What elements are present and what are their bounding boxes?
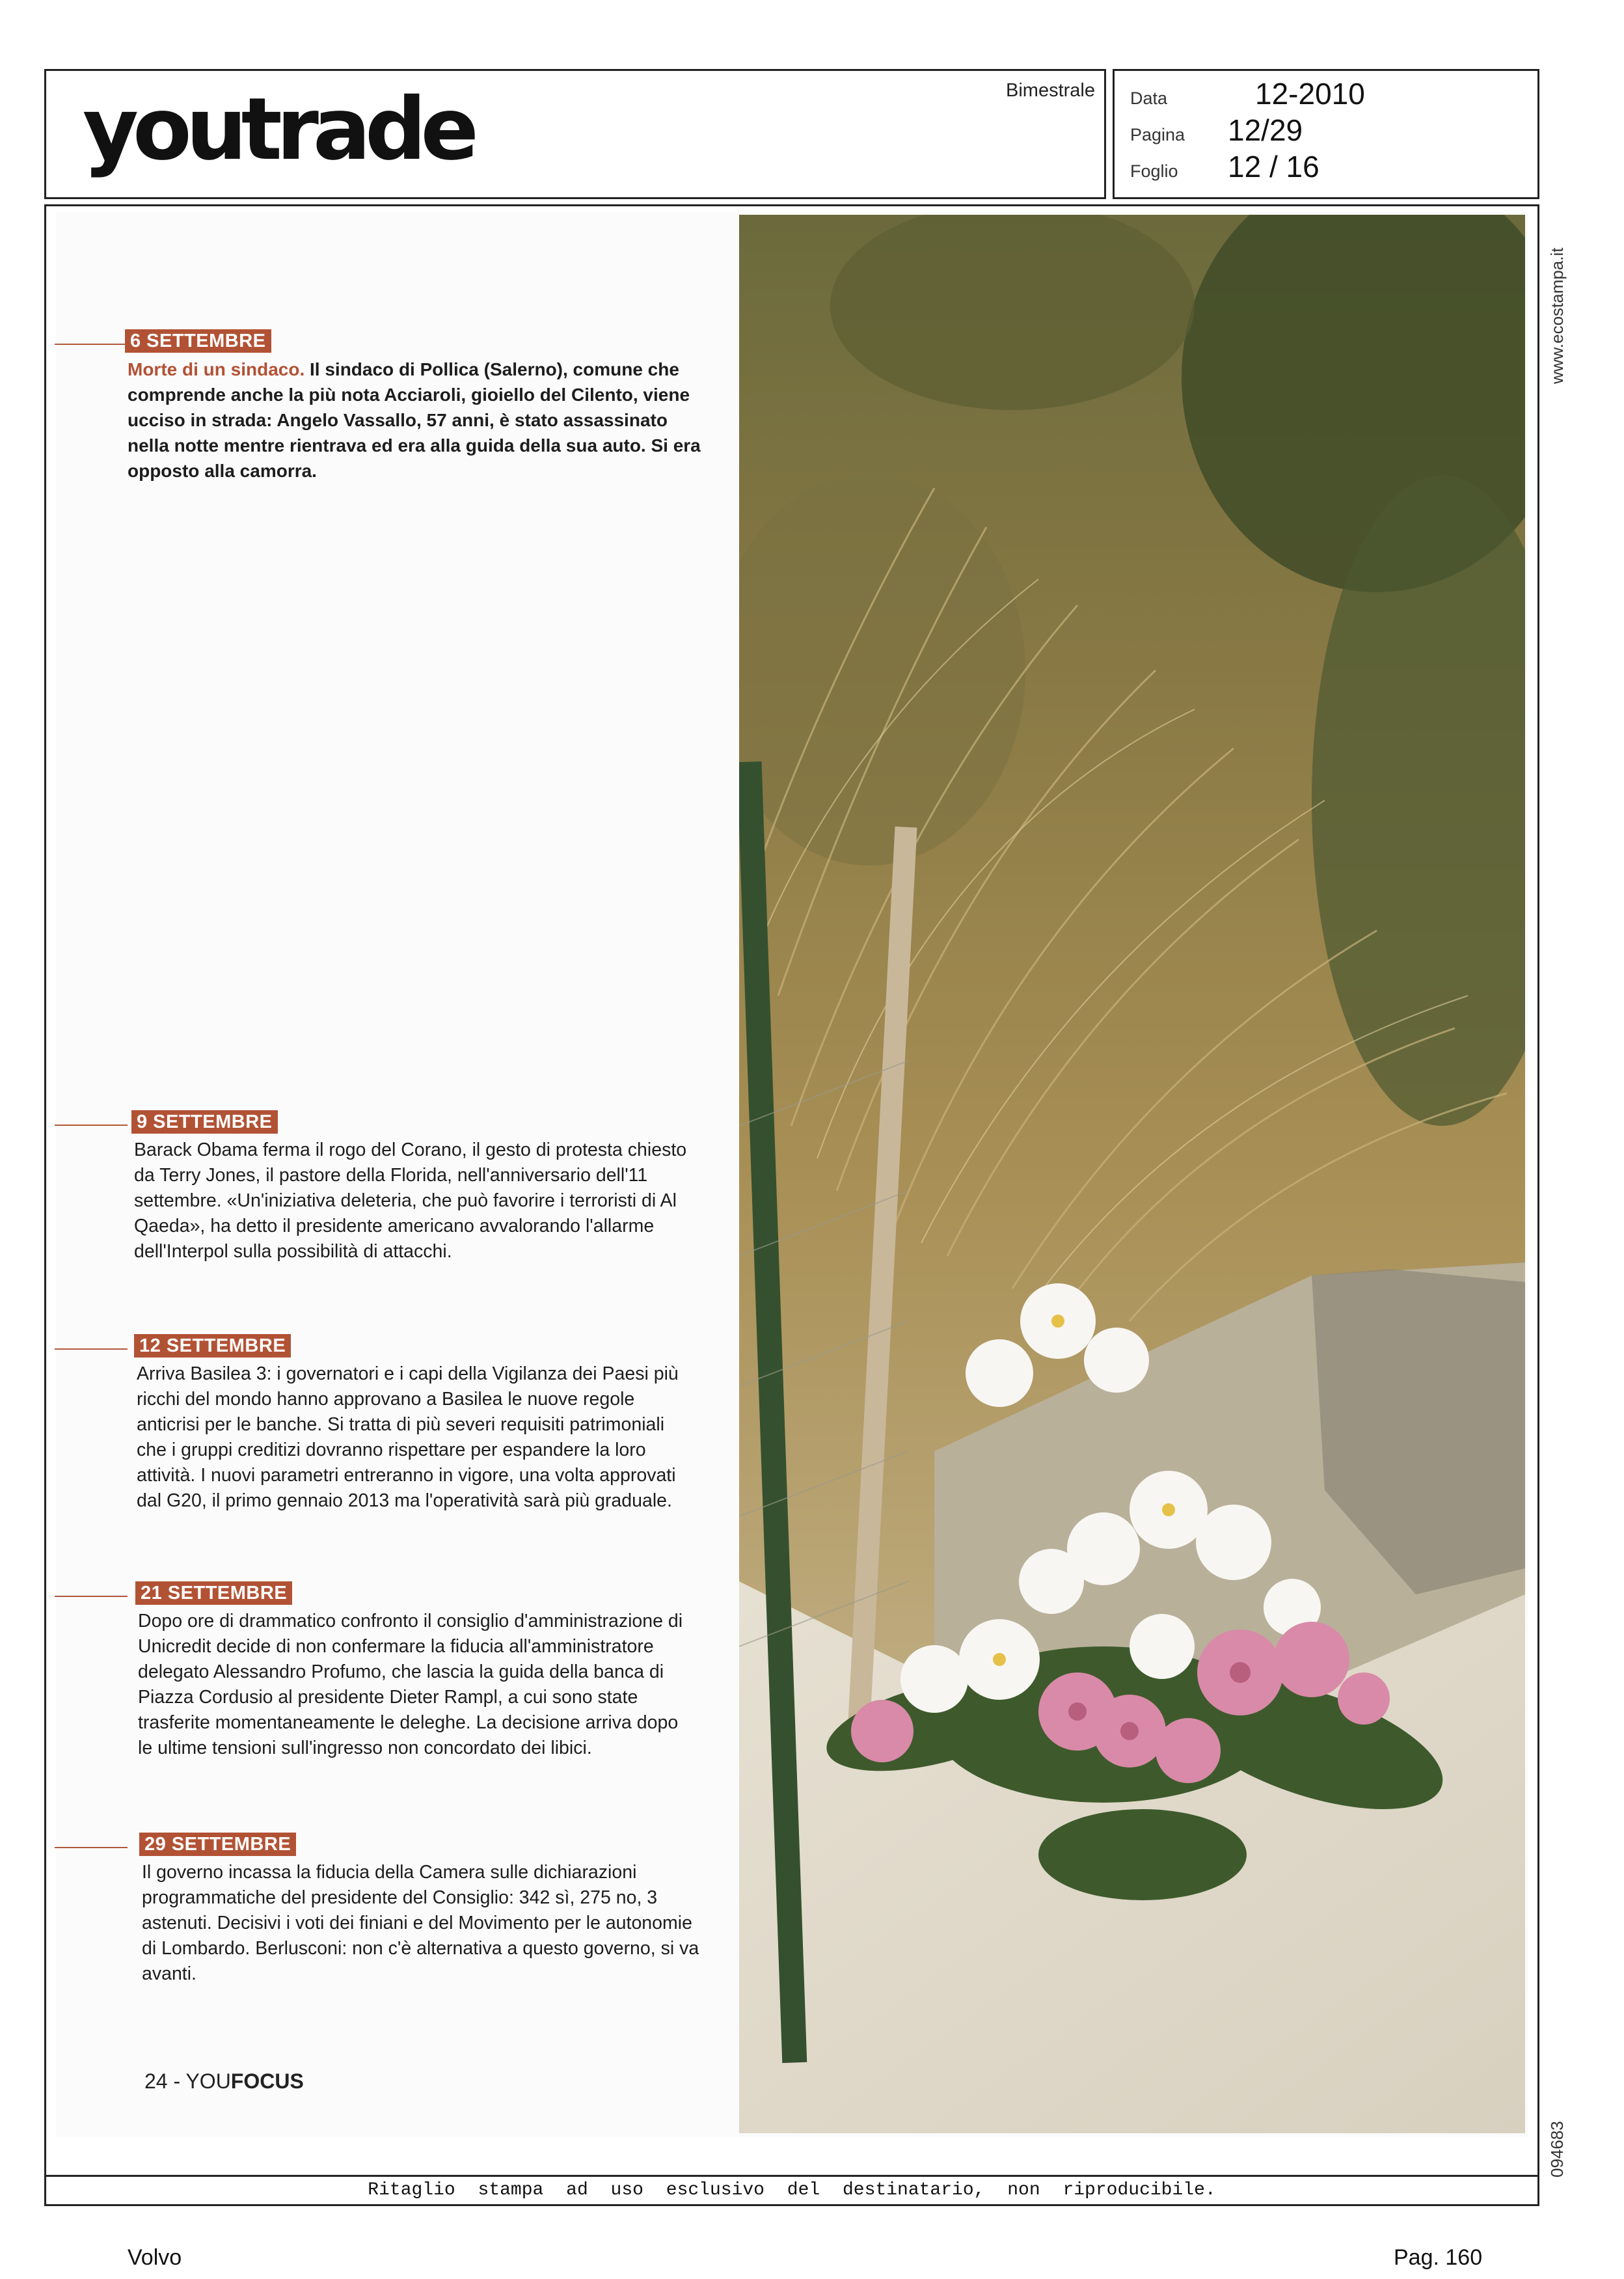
entry-29-settembre [55,1833,699,1987]
client-name: Volvo [128,2245,182,2270]
entry-body: Il governo incassa la fiducia della Camera sulle dichiarazioni programmatiche del presidente del Consiglio: 342 sì, 275 no, 3 astenuti. Decisivi i voti dei finiani e del Movimento per le autonomie di Lombardo. Berlusconi: non c'è alternativa a questo governo, si va avanti. [142,1862,699,1984]
meta-date-label: Data [1130,89,1168,108]
entry-body: Dopo ore di drammatico confronto il consiglio d'amministrazione di Unicredit decide di non confermare la fiducia all'amministratore delegato Alessandro Profumo, che lascia la guida della banca di Piazza Cordusio al presidente Dieter Rampl, a cui sono state trasferite momentaneamente le deleghe. La decisione arriva dopo le ultime tensioni sull'ingresso non concordato dei libici. [138,1611,683,1758]
entry-21-settembre [55,1581,683,1761]
page-number-footer [144,2069,304,2094]
brand-prefix: YOU [185,2069,231,2093]
entry-6-settembre [55,329,701,484]
reproduction-notice: Ritaglio stampa ad uso esclusivo del destinatario, non riproducibile. [368,2180,1216,2200]
entry-rule [55,344,128,345]
entry-body: Arriva Basilea 3: i governatori e i capi della Vigilanza dei Paesi più ricchi del mondo hanno approvano a Basilea le nuove regole anticrisi per le banche. Si tratta di più severi requisiti patrimoniali che i gruppi creditizi dovranno rispettare per espandere la loro attività. I nuovi parametri entreranno in vigore, una volta approvati dal G20, il primo gennaio 2013 ma l'operatività sarà più graduale. [137,1363,679,1511]
entry-9-settembre [55,1110,687,1264]
entry-body [128,357,710,484]
entry-date-tag: 29 SETTEMBRE [139,1833,296,1856]
clipping-code: 094683 [1547,2121,1567,2177]
entry-lead: Morte di un sindaco. [128,359,305,379]
entry-rule [55,1596,128,1597]
meta-sheet-value: 12 / 16 [1228,150,1320,184]
meta-date-value: 12-2010 [1255,77,1365,111]
memorial-flowers-photo [739,215,1525,2133]
entry-rule [55,1125,128,1126]
entry-rule [55,1847,128,1848]
meta-sheet-row [1130,149,1320,184]
clipping-meta-box [1113,69,1539,199]
page-number: 24 - [144,2069,186,2093]
entry-body: Barack Obama ferma il rogo del Corano, il gesto di protesta chiesto da Terry Jones, il pastore della Florida, nell'anniversario dell'11 settembre. «Un'iniziativa deleteria, che può favorire i terroristi di Al Qaeda», ha detto il presidente americano avvalorando l'allarme dell'Interpol sulla possibilità di attacchi. [134,1140,687,1262]
publication-logo: youtrade [83,79,473,180]
meta-page-row [1130,113,1303,148]
meta-page-value: 12/29 [1228,113,1303,147]
archive-page-number: Pag. 160 [1394,2245,1483,2270]
entry-body-text: Il sindaco di Pollica (Salerno), comune che comprende anche la più nota Acciaroli, gioiello del Cilento, viene ucciso in strada: Angelo Vassallo, 57 anni, è stato assassinato nella notte mentre rientrava ed era alla guida della sua auto. Si era opposto alla camorra. [128,359,701,481]
entry-date-tag: 21 SETTEMBRE [135,1581,292,1605]
entry-date-tag: 12 SETTEMBRE [134,1334,291,1358]
notice-divider [44,2175,1539,2177]
brand-suffix: FOCUS [230,2069,304,2093]
entry-date-tag: 9 SETTEMBRE [131,1110,278,1134]
meta-sheet-label: Foglio [1130,161,1178,181]
frequency-label: Bimestrale [1006,80,1095,101]
entry-date-tag: 6 SETTEMBRE [125,329,271,353]
ecostampa-website: www.ecostampa.it [1547,247,1567,384]
meta-date-row [1130,76,1365,111]
meta-page-label: Pagina [1130,125,1185,144]
entry-rule [55,1348,128,1350]
masthead-box [44,69,1106,199]
entry-12-settembre [55,1334,679,1514]
